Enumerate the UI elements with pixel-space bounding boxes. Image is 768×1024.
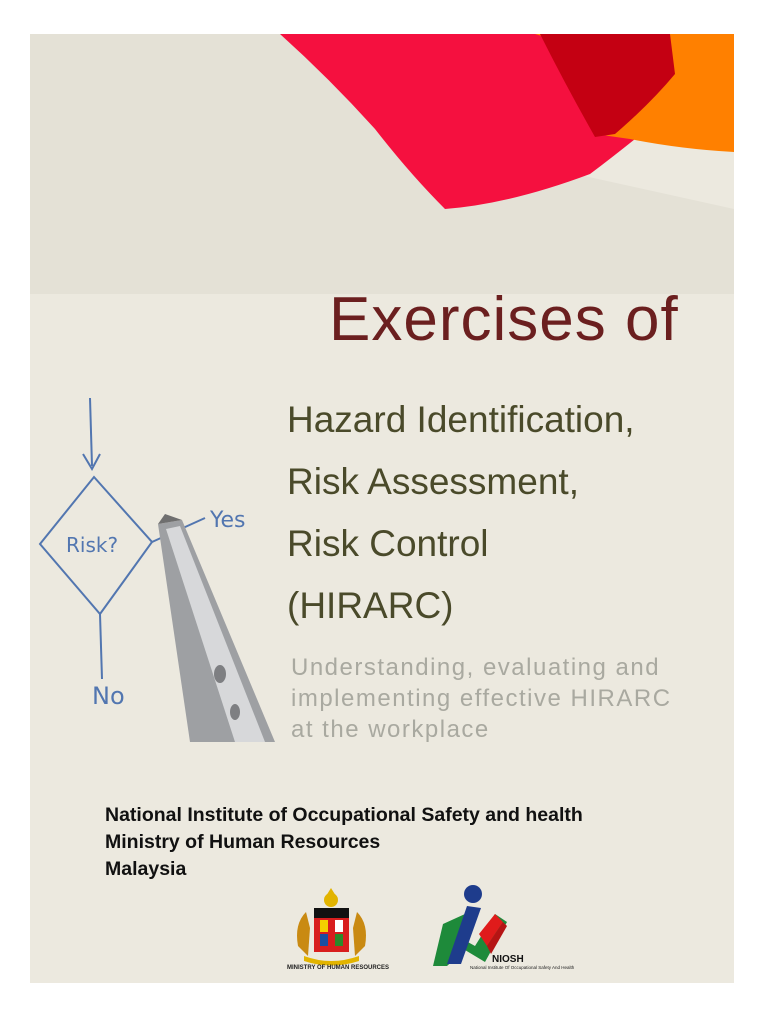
niosh-logo bbox=[395, 884, 565, 974]
tagline-line: Understanding, evaluating and bbox=[291, 654, 661, 681]
subtitle-line: Risk Assessment, bbox=[287, 461, 579, 502]
publisher-line: National Institute of Occupational Safety and health bbox=[105, 804, 583, 826]
subtitle-line: Risk Control bbox=[287, 523, 489, 564]
publisher-line: Malaysia bbox=[105, 858, 187, 880]
arrow-line bbox=[90, 398, 92, 466]
cover-page bbox=[30, 34, 734, 983]
ministry-caption: MINISTRY OF HUMAN RESOURCES bbox=[287, 965, 390, 971]
decorative-shapes bbox=[30, 34, 734, 294]
niosh-caption: National Institute Of Occupational Safety And Health bbox=[470, 965, 575, 970]
publisher-line: Ministry of Human Resources bbox=[105, 831, 381, 853]
ministry-coat-of-arms-logo bbox=[284, 884, 379, 974]
pen-button bbox=[230, 704, 240, 720]
diamond-label: Risk? bbox=[66, 533, 119, 557]
niosh-name: NIOSH bbox=[492, 954, 524, 965]
publisher-block bbox=[105, 802, 583, 883]
pen-button bbox=[214, 665, 226, 683]
cover-tagline bbox=[291, 652, 672, 745]
yes-label: Yes bbox=[210, 508, 246, 533]
subtitle-line: Hazard Identification, bbox=[287, 399, 635, 440]
tagline-line: at the workplace bbox=[291, 716, 490, 743]
risk-flowchart-illustration bbox=[30, 394, 280, 744]
tagline-line: implementing effective HIRARC bbox=[291, 685, 672, 712]
cover-subtitle bbox=[287, 389, 635, 637]
subtitle-line: (HIRARC) bbox=[287, 585, 454, 626]
no-label: No bbox=[92, 682, 125, 710]
no-line bbox=[100, 614, 102, 679]
cover-title: Exercises of bbox=[329, 285, 679, 354]
